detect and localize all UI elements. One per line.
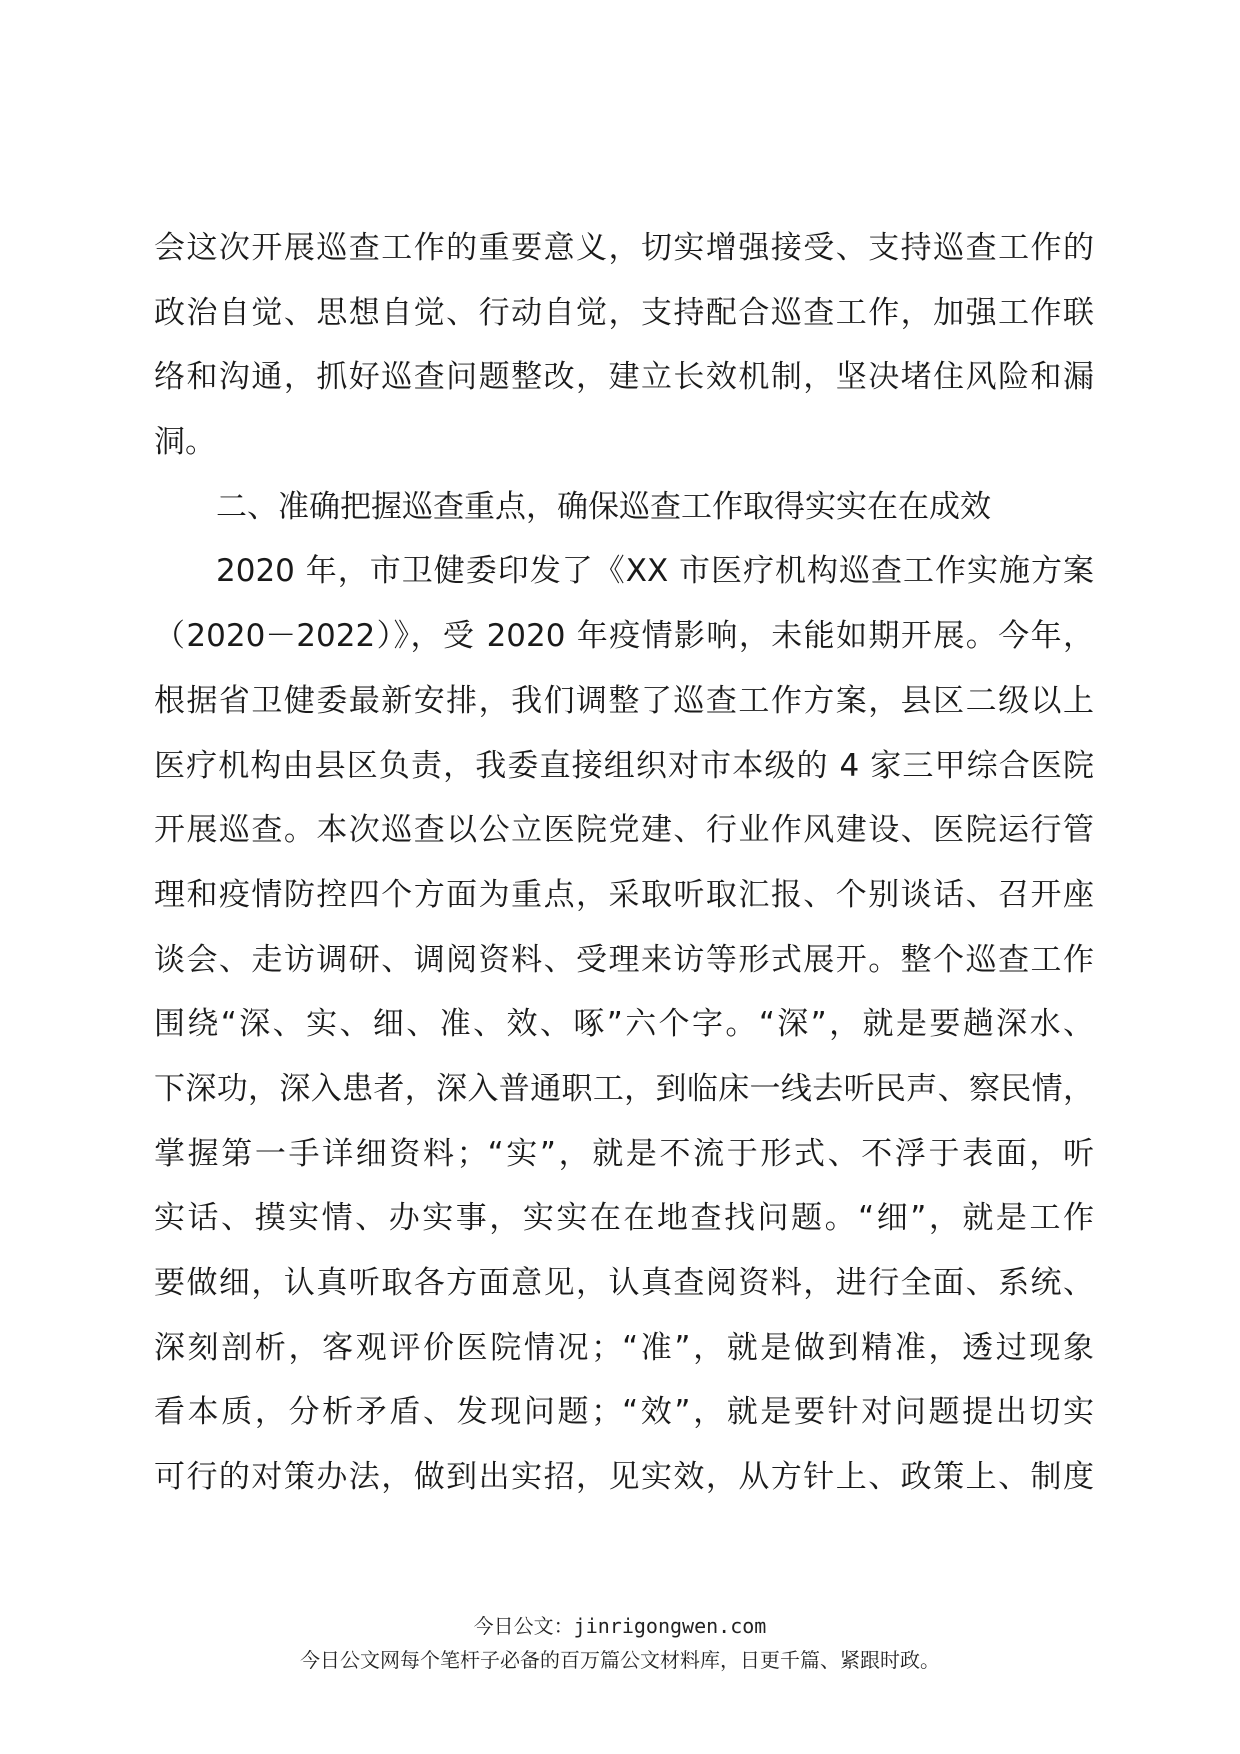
text-line: 洞。 (154, 424, 216, 461)
text-line: （2020－2022）》，受 2020 年疫情影响，未能如期开展。今年， (154, 618, 1094, 655)
text-line: 医疗机构由县区负责，我委直接组织对市本级的 4 家三甲综合医院 (154, 747, 1094, 784)
footer-url-link[interactable]: jinrigongwen.com (573, 1614, 767, 1638)
footer-slogan: 今日公文网每个笔杆子必备的百万篇公文材料库，日更千篇、紧跟时政。 (300, 1648, 940, 1672)
footer-source (0, 1610, 1240, 1639)
text-line: 看本质，分析矛盾、发现问题；“效”，就是要针对问题提出切实 (154, 1394, 1094, 1431)
text-line: 谈会、走访调研、调阅资料、受理来访等形式展开。整个巡查工作 (154, 941, 1094, 978)
text-line: 2020 年，市卫健委印发了《XX 市医疗机构巡查工作实施方案 (216, 553, 1094, 590)
text-line: 会这次开展巡查工作的重要意义，切实增强接受、支持巡查工作的 (154, 230, 1094, 266)
section-heading: 二、准确把握巡查重点，确保巡查工作取得实实在在成效 (216, 488, 991, 525)
text-line: 围绕“深、实、细、准、效、啄”六个字。“深”，就是要趟深水、 (154, 1006, 1094, 1043)
document-body (154, 216, 1094, 1510)
text-line: 络和沟通，抓好巡查问题整改，建立长效机制，坚决堵住风险和漏 (154, 359, 1094, 396)
text-line: 开展巡查。本次巡查以公立医院党建、行业作风建设、医院运行管 (154, 812, 1094, 849)
text-line: 政治自觉、思想自觉、行动自觉，支持配合巡查工作，加强工作联 (154, 294, 1094, 331)
text-line: 根据省卫健委最新安排，我们调整了巡查工作方案，县区二级以上 (154, 682, 1094, 719)
text-line: 实话、摸实情、办实事，实实在在地查找问题。“细”，就是工作 (154, 1200, 1094, 1237)
text-line: 可行的对策办法，做到出实招，见实效，从方针上、政策上、制度 (154, 1459, 1094, 1496)
text-line: 理和疫情防控四个方面为重点，采取听取汇报、个别谈话、召开座 (154, 876, 1094, 913)
footer-label: 今日公文： (473, 1614, 574, 1638)
text-line: 深刻剖析，客观评价医院情况；“准”，就是做到精准，透过现象 (154, 1329, 1094, 1366)
text-line: 要做细，认真听取各方面意见，认真查阅资料，进行全面、系统、 (154, 1265, 1094, 1301)
text-line: 下深功，深入患者，深入普通职工，到临床一线去听民声、察民情， (154, 1070, 1094, 1107)
text-line: 掌握第一手详细资料；“实”，就是不流于形式、不浮于表面，听 (154, 1135, 1094, 1172)
